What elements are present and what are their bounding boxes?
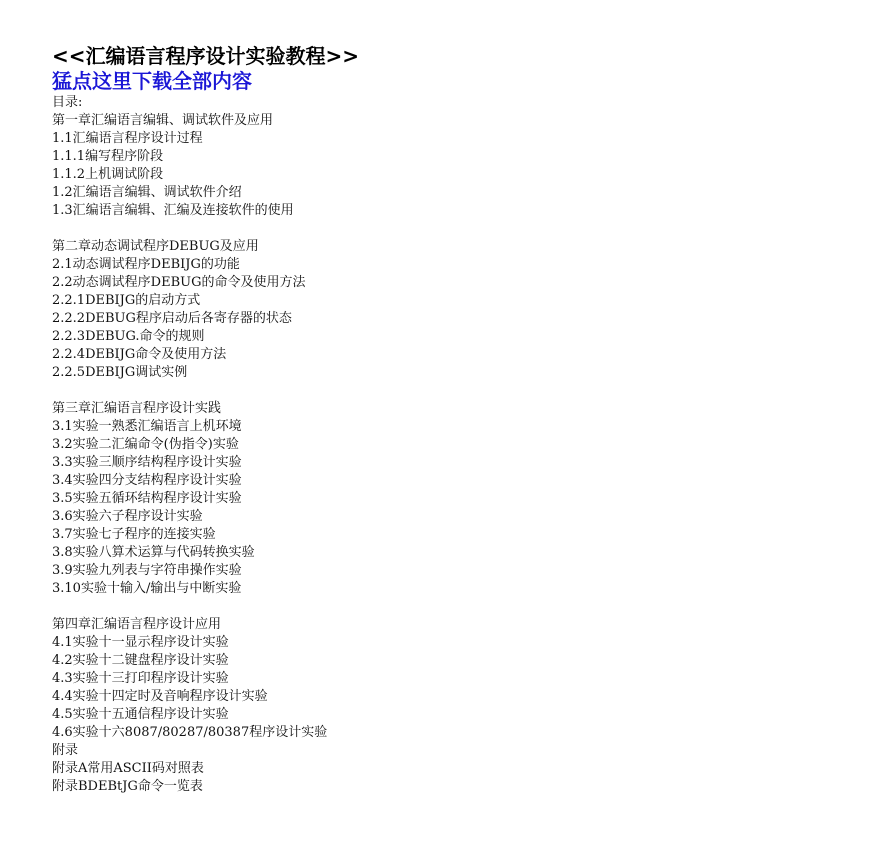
toc-item: 附录A常用ASCII码对照表	[52, 761, 204, 776]
toc-item: 1.3汇编语言编辑、汇编及连接软件的使用	[52, 203, 294, 218]
toc-item: 2.2.5DEBIJG调试实例	[52, 365, 188, 380]
toc-item: 1.1汇编语言程序设计过程	[52, 131, 203, 146]
chapter-heading: 第三章汇编语言程序设计实践	[52, 401, 222, 416]
toc-item: 1.1.1编写程序阶段	[52, 149, 164, 164]
appendix	[52, 742, 852, 796]
toc-item: 3.6实验六子程序设计实验	[52, 509, 203, 524]
chapter-4	[52, 616, 852, 742]
toc-item: 2.2.4DEBIJG命令及使用方法	[52, 347, 227, 362]
chapter-heading: 第二章动态调试程序DEBUG及应用	[52, 239, 259, 254]
appendix-heading: 附录	[52, 743, 79, 758]
toc-item: 2.2动态调试程序DEBUG的命令及使用方法	[52, 275, 306, 290]
toc-item: 3.3实验三顺序结构程序设计实验	[52, 455, 242, 470]
download-link[interactable]: 猛点这里下载全部内容	[52, 69, 252, 93]
chapter-heading: 第四章汇编语言程序设计应用	[52, 617, 222, 632]
toc-item: 2.1动态调试程序DEBIJG的功能	[52, 257, 240, 272]
toc-item: 4.2实验十二键盘程序设计实验	[52, 653, 229, 668]
chapter-1	[52, 112, 852, 220]
toc-item: 4.1实验十一显示程序设计实验	[52, 635, 229, 650]
toc-item: 1.1.2上机调试阶段	[52, 167, 164, 182]
toc-item: 3.10实验十输入/输出与中断实验	[52, 581, 242, 596]
toc-item: 3.1实验一熟悉汇编语言上机环境	[52, 419, 242, 434]
page-title: <<汇编语言程序设计实验教程>>	[52, 44, 360, 68]
toc-item: 1.2汇编语言编辑、调试软件介绍	[52, 185, 242, 200]
toc-item: 4.3实验十三打印程序设计实验	[52, 671, 229, 686]
toc-item: 4.5实验十五通信程序设计实验	[52, 707, 229, 722]
toc-item: 3.4实验四分支结构程序设计实验	[52, 473, 242, 488]
toc-item: 4.4实验十四定时及音响程序设计实验	[52, 689, 268, 704]
toc-item: 3.9实验九列表与字符串操作实验	[52, 563, 242, 578]
toc-item: 3.7实验七子程序的连接实验	[52, 527, 216, 542]
toc-item: 2.2.1DEBIJG的启动方式	[52, 293, 201, 308]
toc-item: 2.2.2DEBUG程序启动后各寄存器的状态	[52, 311, 292, 326]
chapter-2	[52, 238, 852, 382]
toc-item: 2.2.3DEBUG.命令的规则	[52, 329, 205, 344]
toc-item: 3.5实验五循环结构程序设计实验	[52, 491, 242, 506]
document-page	[52, 44, 852, 796]
toc-item: 附录BDEBtJG命令一览表	[52, 779, 203, 794]
toc-label: 目录:	[52, 95, 83, 110]
toc-item: 4.6实验十六8087/80287/80387程序设计实验	[52, 725, 328, 740]
toc-item: 3.2实验二汇编命令(伪指令)实验	[52, 437, 239, 452]
chapter-heading: 第一章汇编语言编辑、调试软件及应用	[52, 113, 274, 128]
toc-item: 3.8实验八算术运算与代码转换实验	[52, 545, 255, 560]
chapter-3	[52, 400, 852, 598]
